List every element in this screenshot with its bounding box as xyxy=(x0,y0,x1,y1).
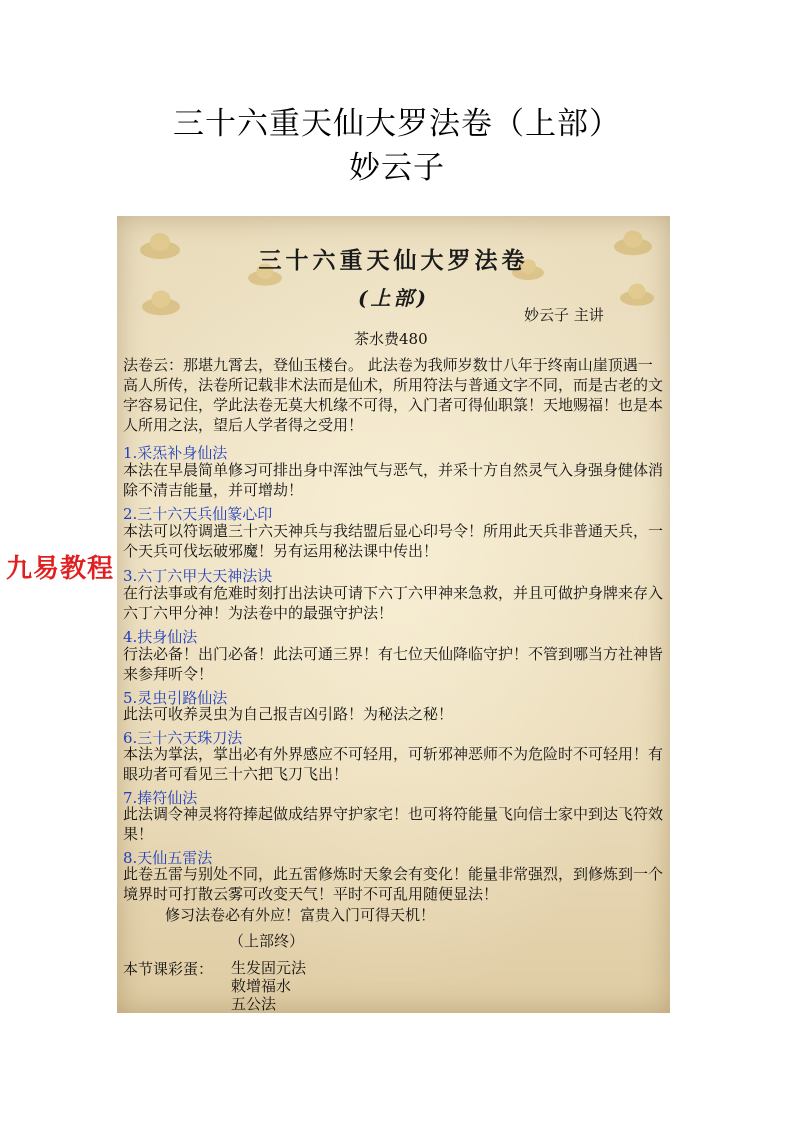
page-title: 三十六重天仙大罗法卷（上部） xyxy=(173,106,621,142)
section-title: 2.三十六天兵仙篆心印 xyxy=(123,505,273,523)
section-title: 3.六丁六甲大天神法诀 xyxy=(123,567,273,585)
section-title: 6.三十六天珠刀法 xyxy=(123,729,243,747)
fee-line: 茶水费480 xyxy=(354,330,428,348)
section-body: 本法为掌法，掌出必有外界感应不可轻用，可斩邪神恶师不为危险时不可轻用！有眼功者可看见三十六把飞刀飞出！ xyxy=(123,745,664,783)
section-title: 7.捧符仙法 xyxy=(123,789,198,807)
speaker-line: 妙云子 主讲 xyxy=(524,306,604,324)
bonus-label: 本节课彩蛋： xyxy=(123,960,214,978)
scroll-image xyxy=(117,216,670,1013)
section-body: 此法可收养灵虫为自己报吉凶引路！为秘法之秘！ xyxy=(123,705,454,723)
bonus-item: 五公法 xyxy=(231,995,277,1013)
intro-paragraph: 法卷云：那堪九霄去，登仙玉楼台。 此法卷为我师岁数廿八年于终南山崖顶遇一高人所传，法卷所记载非术法而是仙术，所用符法与普通文字不同，而是古老的文字容易记住，学此法卷无莫大机缘不可得，入门者可得仙职箓！天地赐福！也是本人所用之法，望后人学者得之受用！ xyxy=(123,356,664,434)
page-author: 妙云子 xyxy=(349,150,445,186)
section-body: 此法调令神灵将符捧起做成结界守护家宅！也可将符能量飞向信士家中到达飞符效果！ xyxy=(123,805,664,843)
section-title: 1.采炁补身仙法 xyxy=(123,444,228,462)
section-body: 本法可以符调遣三十六天神兵与我结盟后显心印号令！所用此天兵非普通天兵，一个天兵可伐坛破邪魔！另有运用秘法课中传出！ xyxy=(123,522,664,560)
scroll-subtitle: (上部) xyxy=(358,286,429,310)
bonus-item: 生发固元法 xyxy=(231,959,307,977)
closing-line: 修习法卷必有外应！富贵入门可得天机！ xyxy=(165,906,436,924)
section-body: 此卷五雷与别处不同，此五雷修炼时天象会有变化！能量非常强烈，到修炼到一个境界时可打散云雾可改变天气！平时不可乱用随便显法！ xyxy=(123,865,664,903)
end-label: （上部终） xyxy=(229,932,305,950)
scroll-title: 三十六重天仙大罗法卷 xyxy=(258,247,529,274)
bonus-item: 敕增福水 xyxy=(231,977,292,995)
section-body: 本法在早晨简单修习可排出身中浑浊气与恶气，并采十方自然灵气入身强身健体消除不清吉能量，并可增劫！ xyxy=(123,461,664,499)
section-title: 4.扶身仙法 xyxy=(123,628,198,646)
section-body: 在行法事或有危难时刻打出法诀可请下六丁六甲神来急救，并且可做护身牌来存入六丁六甲分神！为法卷中的最强守护法！ xyxy=(123,584,664,622)
watermark-text: 九易教程 xyxy=(6,554,115,584)
section-body: 行法必备！出门必备！此法可通三界！有七位天仙降临守护！不管到哪当方社神皆来参拜听令！ xyxy=(123,645,664,683)
section-title: 5.灵虫引路仙法 xyxy=(123,689,228,707)
section-title: 8.天仙五雷法 xyxy=(123,849,213,867)
